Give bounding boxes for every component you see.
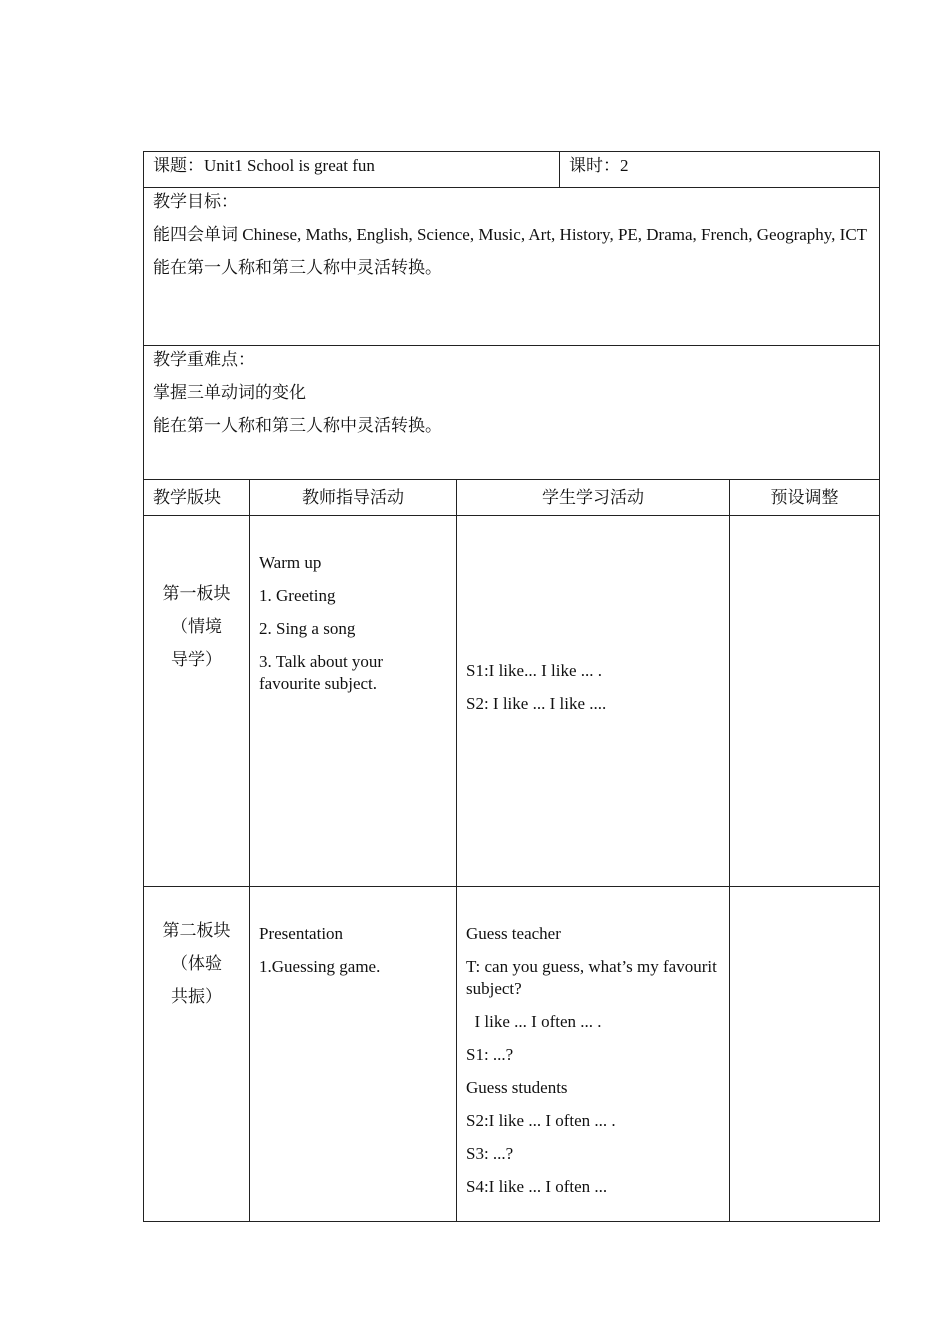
key-points-line-2: 能在第一人称和第三人称中灵活转换。 bbox=[153, 416, 442, 435]
period-label: 课时： bbox=[569, 156, 621, 175]
topic-label: 课题： bbox=[153, 156, 204, 175]
key-points-heading: 教学重难点： bbox=[153, 350, 255, 369]
section-2-student-line: S2:I like ... I often ... . bbox=[466, 1111, 616, 1130]
section-1-student-line: S2: I like ... I like .... bbox=[466, 694, 607, 713]
column-header-module bbox=[144, 480, 250, 516]
section-1-teacher-line: 3. Talk about your favourite subject. bbox=[259, 652, 384, 693]
period-value: 2 bbox=[620, 156, 629, 175]
section-2-teacher-line: 1.Guessing game. bbox=[259, 957, 381, 976]
column-header-student bbox=[457, 480, 730, 516]
section-2-teacher-line: Presentation bbox=[259, 924, 344, 943]
section-1-teacher bbox=[250, 516, 457, 887]
section-2-module-line: 共振） bbox=[171, 987, 222, 1006]
section-row-1 bbox=[144, 516, 880, 887]
section-1-teacher-line: 1. Greeting bbox=[259, 586, 336, 605]
section-2-student-line: T: can you guess, what’s my favourit subject? bbox=[466, 957, 717, 998]
section-2-module bbox=[144, 887, 250, 1222]
key-points-line-1: 掌握三单动词的变化 bbox=[153, 383, 306, 402]
objectives-row bbox=[144, 188, 880, 346]
section-2-module-line: 第二板块 bbox=[162, 921, 231, 940]
section-2-student-line: S3: ...? bbox=[466, 1144, 514, 1163]
key-points-cell bbox=[144, 346, 880, 480]
section-row-2 bbox=[144, 887, 880, 1222]
column-header-adjust-label: 预设调整 bbox=[770, 488, 839, 507]
objectives-line-1: 能四会单词 Chinese, Maths, English, Science, Music, Art, History, PE, Drama, French, Geography, ICT bbox=[153, 225, 868, 244]
section-2-student-line: Guess students bbox=[466, 1078, 568, 1097]
column-header-teacher-label: 教师指导活动 bbox=[302, 488, 404, 507]
section-1-student bbox=[457, 516, 730, 887]
topic-cell bbox=[144, 152, 560, 188]
section-2-adjust bbox=[730, 887, 880, 1222]
key-points-row bbox=[144, 346, 880, 480]
topic-row bbox=[144, 152, 880, 188]
objectives-cell bbox=[144, 188, 880, 346]
section-2-teacher bbox=[250, 887, 457, 1222]
section-1-module bbox=[144, 516, 250, 887]
section-2-student-line: Guess teacher bbox=[466, 924, 561, 943]
objectives-heading: 教学目标： bbox=[153, 192, 238, 211]
column-header-adjust bbox=[730, 480, 880, 516]
column-header-module-label: 教学版块 bbox=[153, 488, 221, 507]
section-1-module-line: 第一板块 bbox=[162, 584, 231, 603]
section-1-module-line: （情境 bbox=[171, 617, 222, 636]
section-2-student-line: S4:I like ... I often ... bbox=[466, 1177, 608, 1196]
column-header-teacher bbox=[250, 480, 457, 516]
period-cell bbox=[560, 152, 880, 188]
topic-value: Unit1 School is great fun bbox=[204, 156, 375, 175]
objectives-line-2: 能在第一人称和第三人称中灵活转换。 bbox=[153, 258, 442, 277]
section-1-module-line: 导学） bbox=[171, 650, 222, 669]
column-header-student-label: 学生学习活动 bbox=[542, 488, 645, 507]
section-2-student bbox=[457, 887, 730, 1222]
section-2-student-line: S1: ...? bbox=[466, 1045, 514, 1064]
section-1-adjust bbox=[730, 516, 880, 887]
section-2-student-line: I like ... I often ... . bbox=[466, 1012, 602, 1031]
column-header-row bbox=[144, 480, 880, 516]
lesson-plan-table bbox=[143, 151, 880, 1222]
section-2-module-line: （体验 bbox=[171, 954, 222, 973]
section-1-teacher-line: Warm up bbox=[259, 553, 322, 572]
section-1-teacher-line: 2. Sing a song bbox=[259, 619, 356, 638]
section-1-student-line: S1:I like... I like ... . bbox=[466, 661, 602, 680]
